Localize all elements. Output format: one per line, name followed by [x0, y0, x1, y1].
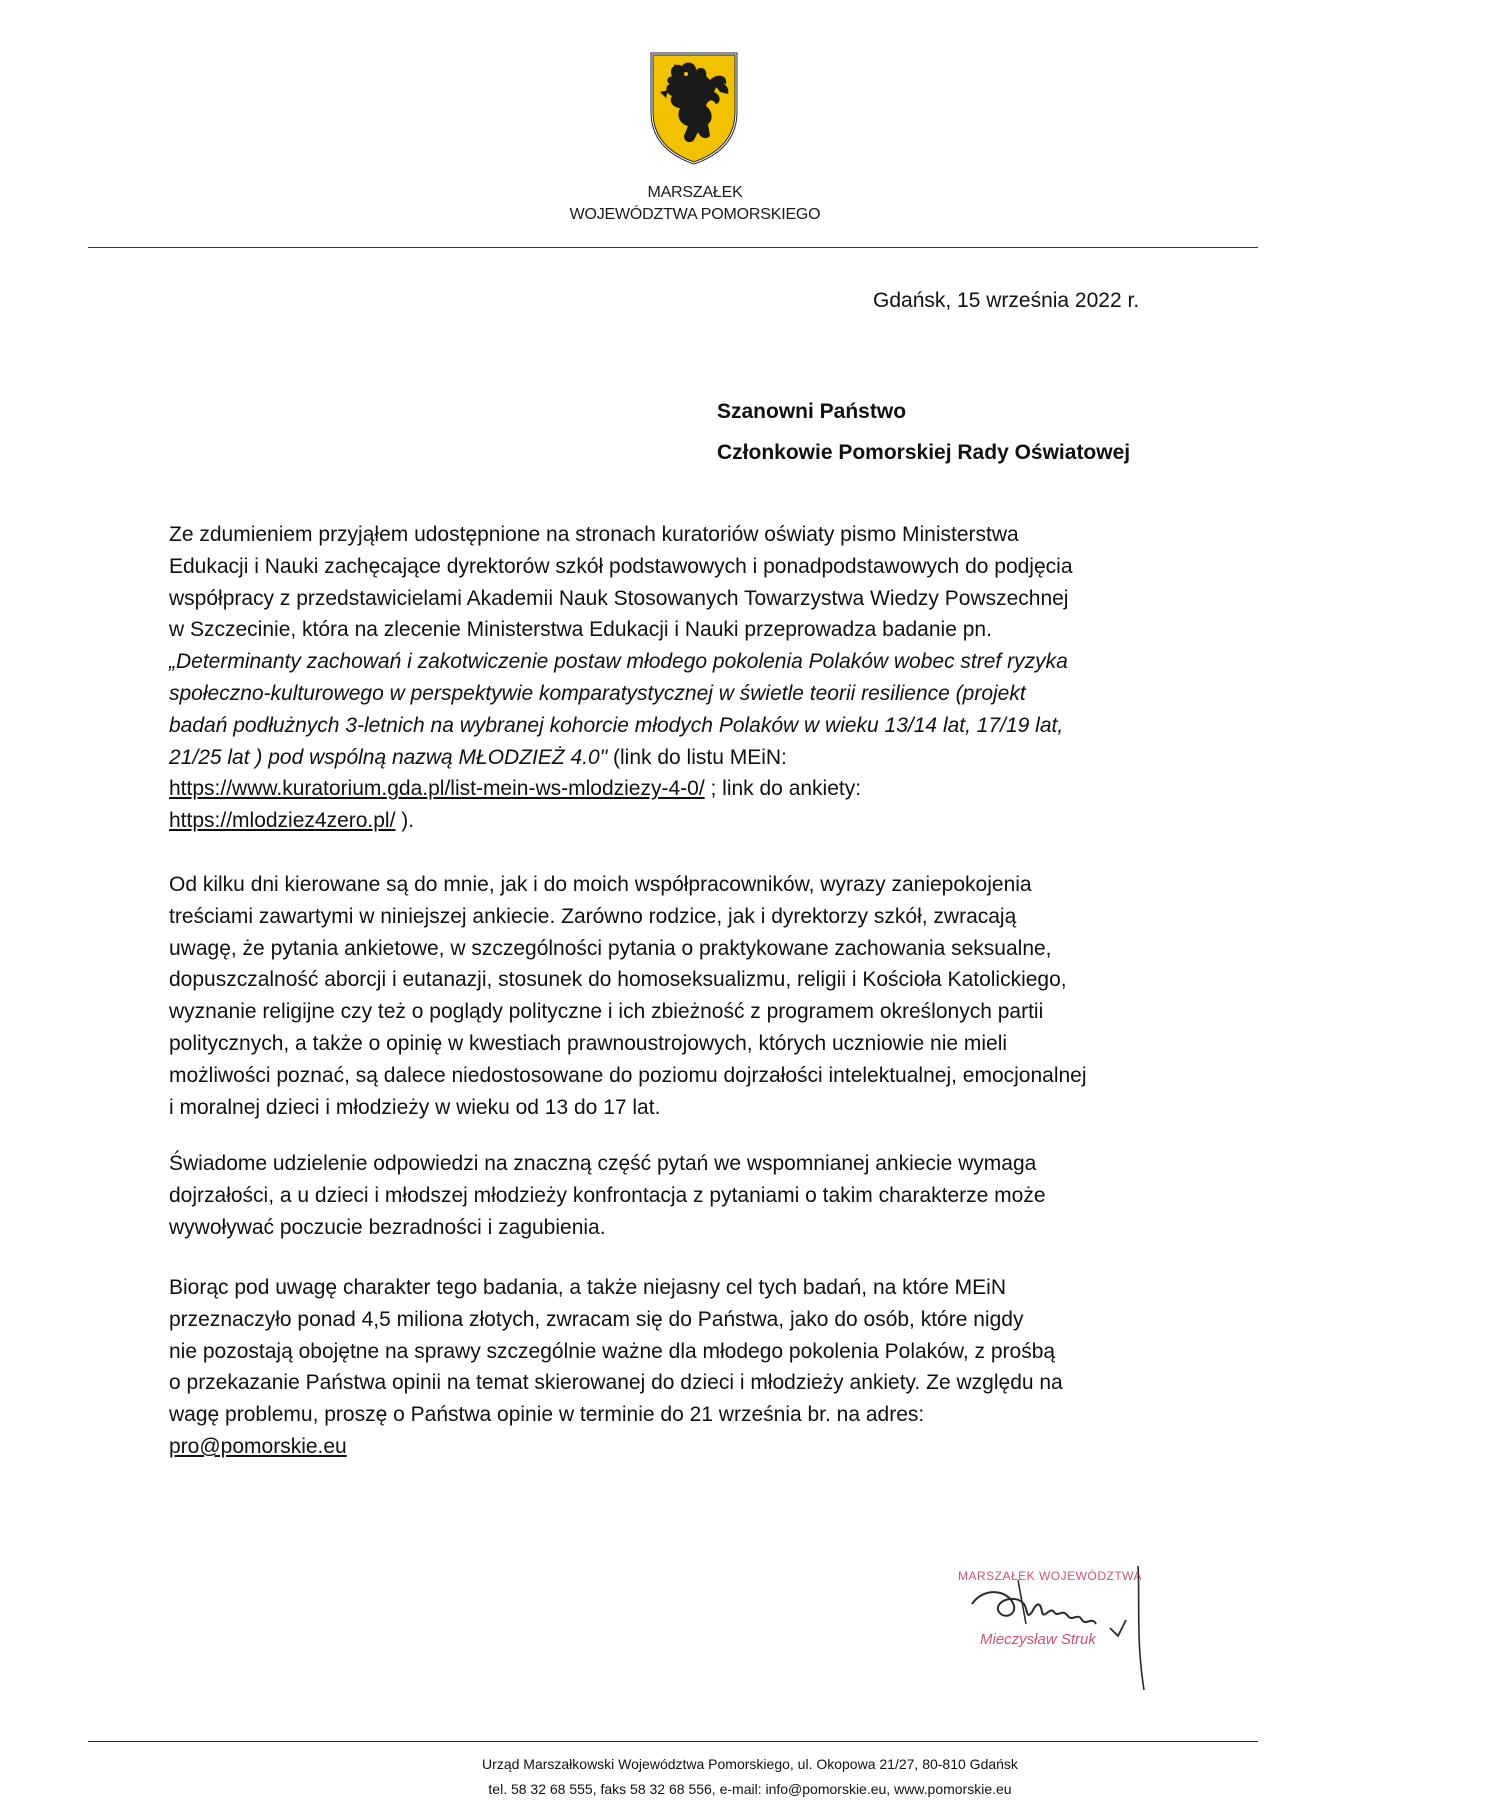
paragraph-line — [169, 805, 1209, 837]
header-title-line1: MARSZAŁEK — [647, 184, 743, 201]
header-title-line2: WOJEWÓDZTWA POMORSKIEGO — [569, 206, 821, 223]
paragraph-line: Od kilku dni kierowane są do mnie, jak i do moich współpracowników, wyrazy zaniepokojenia — [169, 873, 1032, 896]
paragraph-line: wywoływać poczucie bezradności i zagubienia. — [169, 1215, 606, 1239]
paragraph-line: i moralnej dzieci i młodzieży w wieku od 13 do 17 lat. — [169, 1095, 661, 1119]
paragraph-line: Ze zdumieniem przyjąłem udostępnione na stronach kuratoriów oświaty pismo Ministerstwa — [169, 523, 1019, 546]
link-intro-text: (link do listu MEiN: — [607, 745, 787, 769]
paragraph-line: Edukacji i Nauki zachęcające dyrektorów szkół podstawowych i ponadpodstawowych do podjęcia — [169, 554, 1073, 578]
paragraph-line: uwagę, że pytania ankietowe, w szczególności pytania o praktykowane zachowania seksualne, — [169, 936, 1052, 960]
paragraph-line: dojrzałości, a u dzieci i młodszej młodzieży konfrontacja z pytaniami o takim charakterze może — [169, 1183, 1046, 1207]
paragraph-line: możliwości poznać, są dalece niedostosowane do poziomu dojrzałości intelektualnej, emocjonalnej — [169, 1063, 1087, 1087]
paragraph-line: w Szczecinie, która na zlecenie Ministerstwa Edukacji i Nauki przeprowadza badanie pn. — [169, 618, 992, 642]
addressee-line1: Szanowni Państwo — [717, 400, 907, 423]
paragraph-line: dopuszczalność aborcji i eutanazji, stosunek do homoseksualizmu, religii i Kościoła Katolickiego, — [169, 968, 1067, 992]
mein-letter-link[interactable]: https://www.kuratorium.gda.pl/list-mein-ws-mlodziezy-4-0/ — [169, 777, 705, 801]
paragraph-line: Świadome udzielenie odpowiedzi na znaczną część pytań we wspomnianej ankiecie wymaga — [169, 1152, 1037, 1175]
link-closing: ). — [395, 809, 415, 833]
addressee-line2: Członkowie Pomorskiej Rady Oświatowej — [717, 441, 1131, 464]
paragraph-line: treściami zawartymi w niniejszej ankiecie. Zarówno rodzice, jak i dyrektorzy szkół, zwracają — [169, 904, 1017, 928]
paragraph-1 — [169, 519, 1209, 837]
paragraph-4 — [169, 1272, 1209, 1463]
footer-address: Urząd Marszałkowski Województwa Pomorskiego, ul. Okopowa 21/27, 80-810 Gdańsk — [482, 1756, 1018, 1772]
signature-stamp — [950, 1560, 1200, 1710]
paragraph-3 — [169, 1148, 1209, 1243]
pomeranian-griffin-crest-icon — [648, 50, 740, 166]
survey-link[interactable]: https://mlodziez4zero.pl/ — [169, 809, 396, 833]
paragraph-line — [169, 1431, 1209, 1463]
paragraph-line: wagę problemu, proszę o Państwa opinie w terminie do 21 września br. na adres: — [169, 1403, 925, 1427]
stamp-name: Mieczysław Struk — [980, 1631, 1096, 1648]
paragraph-line: o przekazanie Państwa opinii na temat skierowanej do dzieci i młodzieży ankiety. Ze względu na — [169, 1371, 1063, 1395]
contact-email-link[interactable]: pro@pomorskie.eu — [169, 1434, 347, 1458]
survey-link-intro: ; link do ankiety: — [704, 777, 862, 801]
paragraph-line: wyznanie religijne czy też o poglądy polityczne i ich zbieżność z programem określonych partii — [169, 1000, 1044, 1024]
paragraph-line-italic: badań podłużnych 3-letnich na wybranej kohorcie młodych Polaków w wieku 13/14 lat, 17/19 lat, — [169, 713, 1064, 737]
paragraph-2 — [169, 869, 1209, 1123]
paragraph-line: Biorąc pod uwagę charakter tego badania, a także niejasny cel tych badań, na które MEiN — [169, 1276, 1006, 1299]
stamp-title: MARSZAŁEK WOJEWÓDZTWA — [958, 1569, 1143, 1583]
header-divider — [88, 247, 1258, 248]
footer-contact: tel. 58 32 68 555, faks 58 32 68 556, e-mail: info@pomorskie.eu, www.pomorskie.eu — [488, 1781, 1012, 1797]
paragraph-line-italic: „Determinanty zachowań i zakotwiczenie postaw młodego pokolenia Polaków wobec stref ryzyka — [169, 650, 1068, 674]
paragraph-line — [169, 773, 1209, 805]
paragraph-line: nie pozostają obojętne na sprawy szczególnie ważne dla młodego pokolenia Polaków, z prośbą — [169, 1339, 1056, 1363]
paragraph-line-italic: społeczno-kulturowego w perspektywie komparatystycznej w świetle teorii resilience (projekt — [169, 681, 1026, 705]
paragraph-line: politycznych, a także o opinię w kwestiach prawnoustrojowych, których uczniowie nie mieli — [169, 1031, 1008, 1055]
footer-divider — [88, 1741, 1258, 1742]
study-name-italic: 21/25 lat ) pod wspólną nazwą MŁODZIEŻ 4.0" — [169, 745, 608, 769]
paragraph-line: współpracy z przedstawicielami Akademii Nauk Stosowanych Towarzystwa Wiedzy Powszechnej — [169, 586, 1069, 610]
paragraph-line: przeznaczyło ponad 4,5 miliona złotych, zwracam się do Państwa, jako do osób, które nigdy — [169, 1307, 1024, 1331]
letter-date: Gdańsk, 15 września 2022 r. — [873, 289, 1140, 312]
paragraph-line — [169, 742, 1209, 774]
